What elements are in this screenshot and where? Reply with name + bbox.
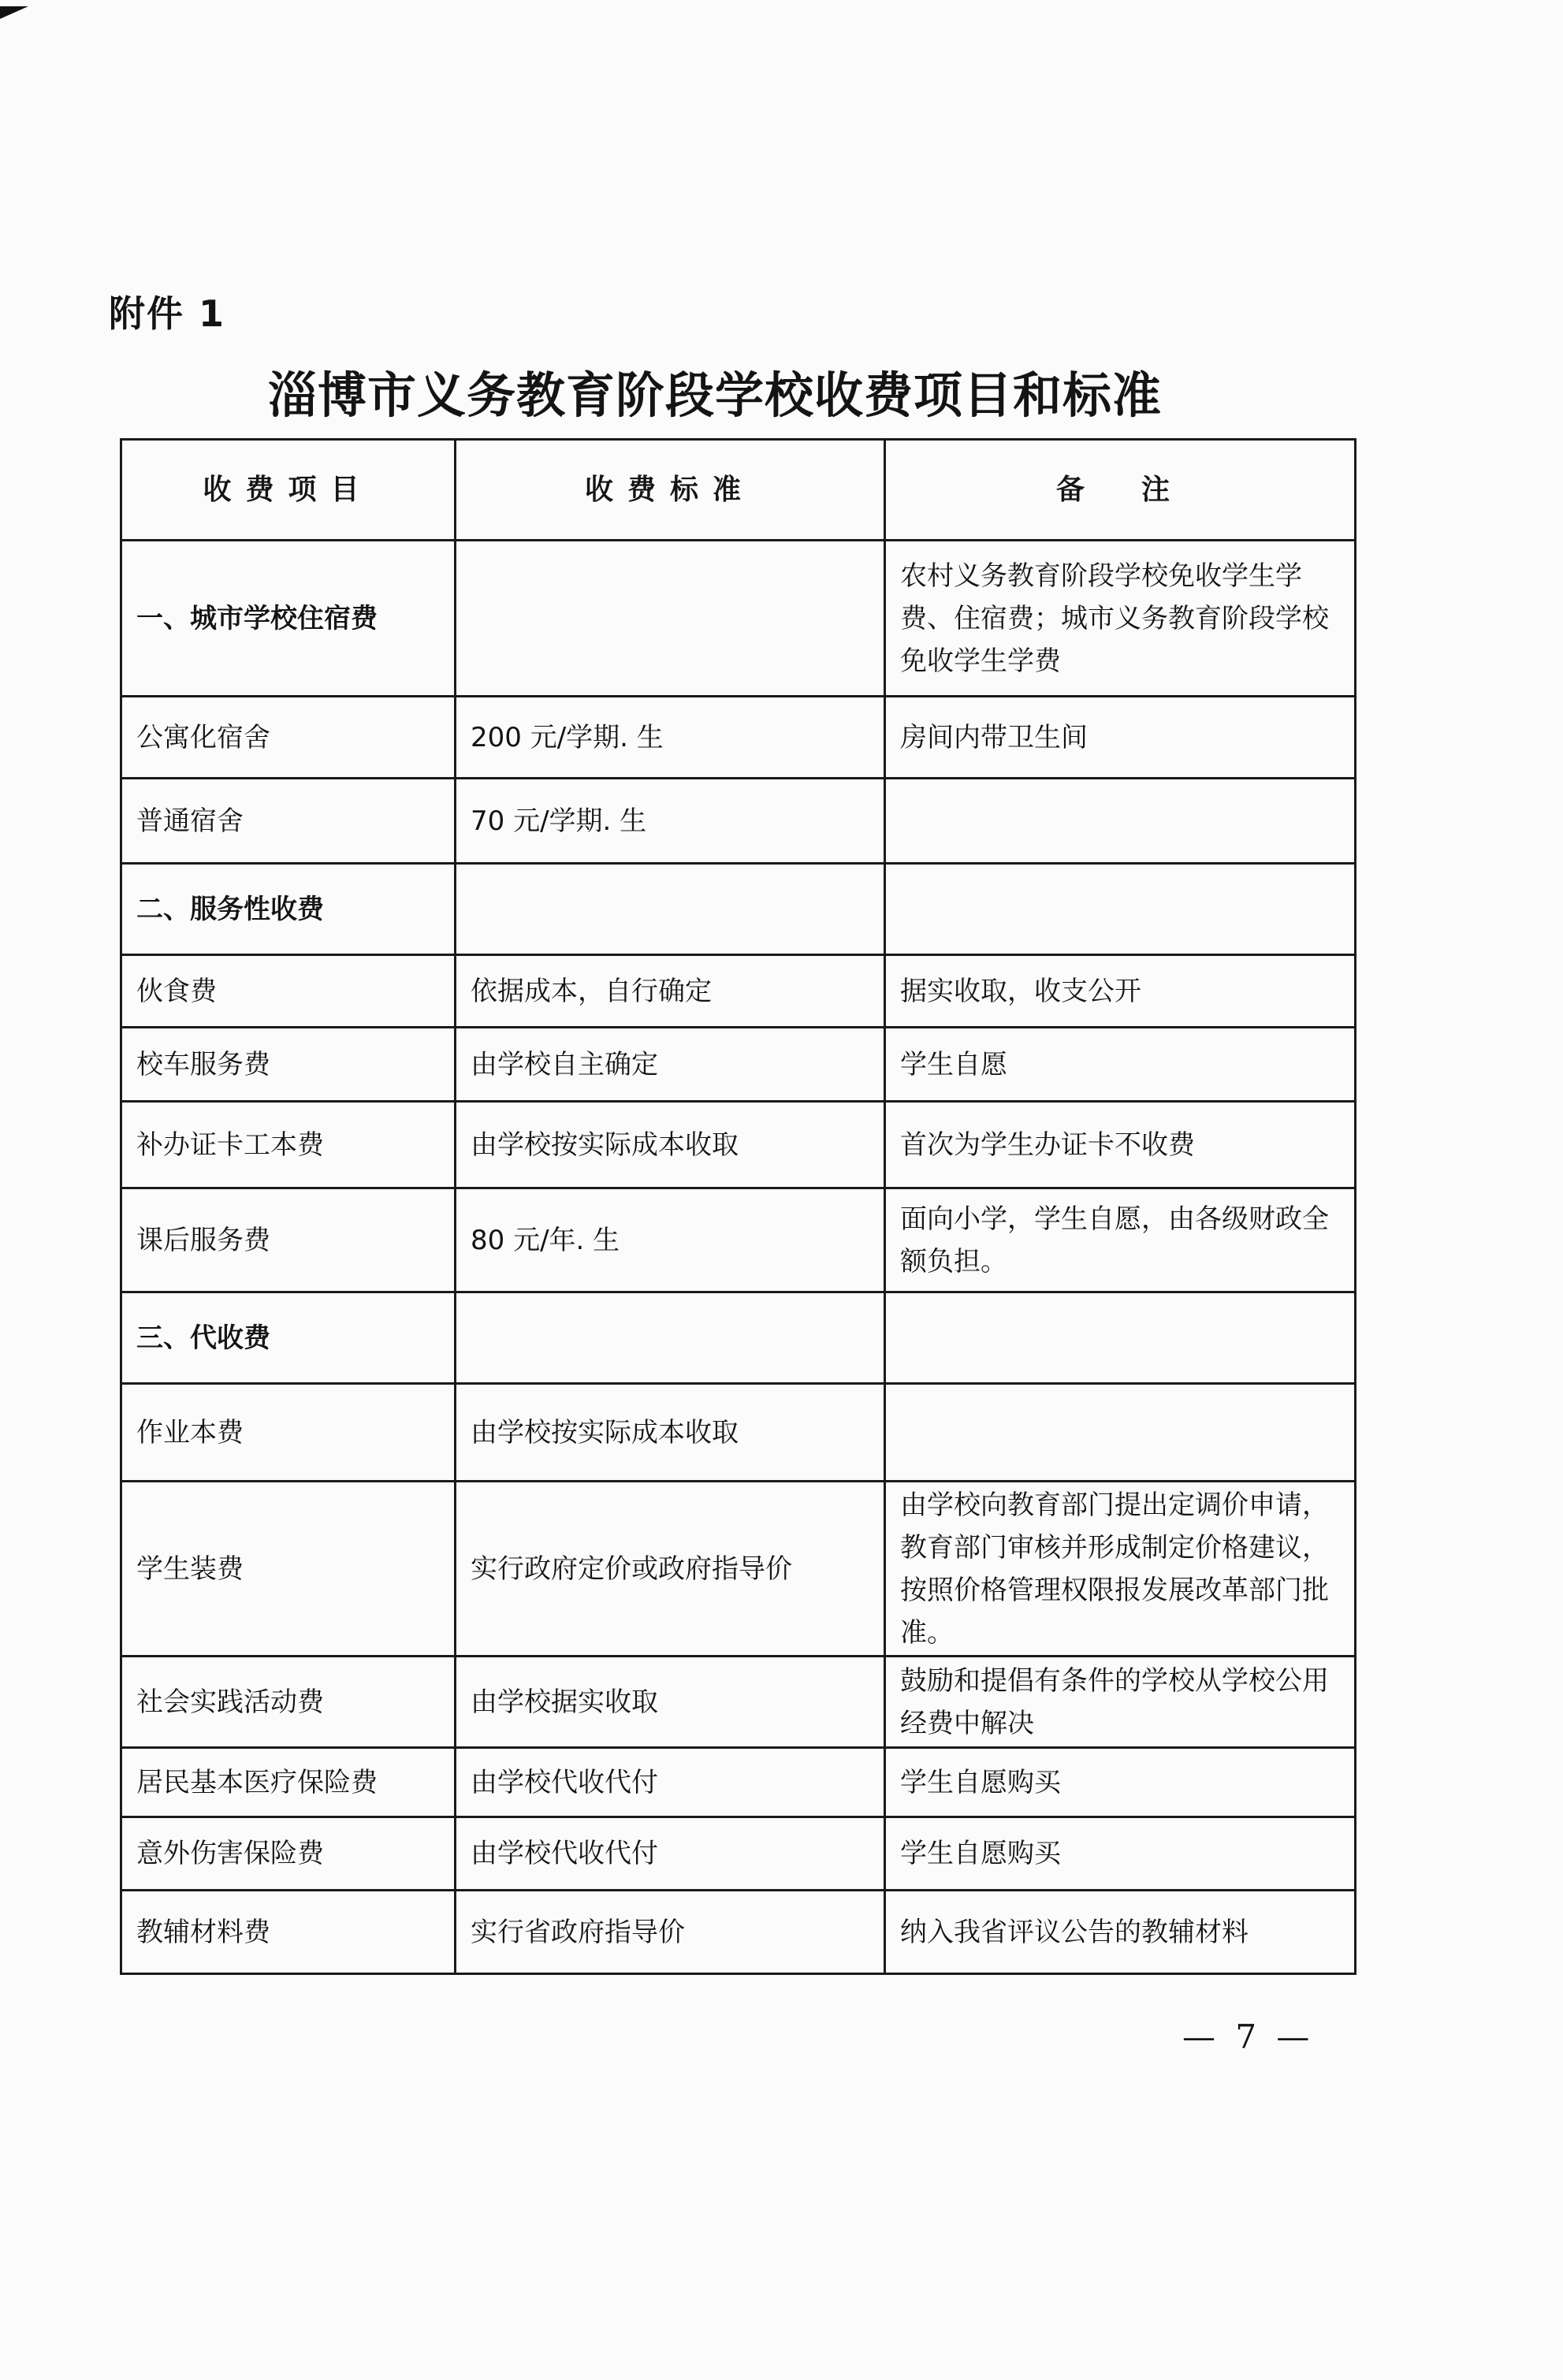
attachment-label: 附件 1 (109, 292, 226, 335)
note-cell: 鼓励和提倡有条件的学校从学校公用经费中解决 (885, 1657, 1356, 1748)
fee-standard-cell: 200 元/学期. 生 (456, 697, 885, 779)
fee-item-cell: 课后服务费 (121, 1188, 456, 1292)
note-cell (885, 864, 1356, 955)
table-row (121, 1817, 1356, 1891)
fee-standard-cell: 实行政府定价或政府指导价 (456, 1482, 885, 1657)
fee-item-cell: 作业本费 (121, 1384, 456, 1482)
table-row (121, 1384, 1356, 1482)
table-row (121, 1028, 1356, 1102)
table-row (121, 1657, 1356, 1748)
fee-item-cell: 教辅材料费 (121, 1891, 456, 1974)
fee-item-cell: 二、服务性收费 (121, 864, 456, 955)
table-row (121, 1188, 1356, 1292)
note-cell: 学生自愿 (885, 1028, 1356, 1102)
table-row (121, 955, 1356, 1028)
table-section-row (121, 541, 1356, 697)
fee-item-cell: 公寓化宿舍 (121, 697, 456, 779)
fee-standard-cell: 80 元/年. 生 (456, 1188, 885, 1292)
fee-standard-cell: 70 元/学期. 生 (456, 779, 885, 864)
page-number: — 7 — (1182, 2017, 1315, 2056)
table-row (121, 1482, 1356, 1657)
note-cell: 据实收取，收支公开 (885, 955, 1356, 1028)
note-cell: 首次为学生办证卡不收费 (885, 1102, 1356, 1188)
table-section-row (121, 864, 1356, 955)
note-cell: 面向小学，学生自愿，由各级财政全额负担。 (885, 1188, 1356, 1292)
fee-standard-cell (456, 1292, 885, 1384)
header-fee-standard: 收费标准 (456, 440, 885, 541)
note-cell: 学生自愿购买 (885, 1748, 1356, 1817)
note-cell: 由学校向教育部门提出定调价申请，教育部门审核并形成制定价格建议，按照价格管理权限报发展改革部门批准。 (885, 1482, 1356, 1657)
table-row (121, 697, 1356, 779)
header-fee-item: 收费项目 (121, 440, 456, 541)
note-cell: 纳入我省评议公告的教辅材料 (885, 1891, 1356, 1974)
fee-item-cell: 补办证卡工本费 (121, 1102, 456, 1188)
fee-item-cell: 三、代收费 (121, 1292, 456, 1384)
note-cell (885, 779, 1356, 864)
fee-standard-cell: 由学校代收代付 (456, 1817, 885, 1891)
fee-item-cell: 意外伤害保险费 (121, 1817, 456, 1891)
note-cell (885, 1292, 1356, 1384)
table-header-row (121, 440, 1356, 541)
note-cell (885, 1384, 1356, 1482)
fee-standard-cell: 依据成本，自行确定 (456, 955, 885, 1028)
table-row (121, 1891, 1356, 1974)
note-cell: 房间内带卫生间 (885, 697, 1356, 779)
fee-item-cell: 社会实践活动费 (121, 1657, 456, 1748)
table-row (121, 1748, 1356, 1817)
table-row (121, 779, 1356, 864)
fee-standard-cell: 由学校代收代付 (456, 1748, 885, 1817)
document-title: 淄博市义务教育阶段学校收费项目和标准 (268, 366, 1163, 424)
fee-item-cell: 校车服务费 (121, 1028, 456, 1102)
fee-table (120, 438, 1356, 1975)
fee-standard-cell (456, 864, 885, 955)
fee-item-cell: 一、城市学校住宿费 (121, 541, 456, 697)
fee-item-cell: 学生装费 (121, 1482, 456, 1657)
fee-standard-cell: 由学校按实际成本收取 (456, 1102, 885, 1188)
header-notes: 备 注 (885, 440, 1356, 541)
note-cell: 学生自愿购买 (885, 1817, 1356, 1891)
fee-standard-cell: 实行省政府指导价 (456, 1891, 885, 1974)
fee-standard-cell: 由学校自主确定 (456, 1028, 885, 1102)
note-cell: 农村义务教育阶段学校免收学生学费、住宿费；城市义务教育阶段学校免收学生学费 (885, 541, 1356, 697)
fee-standard-cell: 由学校据实收取 (456, 1657, 885, 1748)
fee-item-cell: 居民基本医疗保险费 (121, 1748, 456, 1817)
fee-standard-cell (456, 541, 885, 697)
fee-item-cell: 伙食费 (121, 955, 456, 1028)
table-section-row (121, 1292, 1356, 1384)
table-row (121, 1102, 1356, 1188)
scan-corner-mark (0, 6, 28, 19)
fee-standard-cell: 由学校按实际成本收取 (456, 1384, 885, 1482)
fee-item-cell: 普通宿舍 (121, 779, 456, 864)
